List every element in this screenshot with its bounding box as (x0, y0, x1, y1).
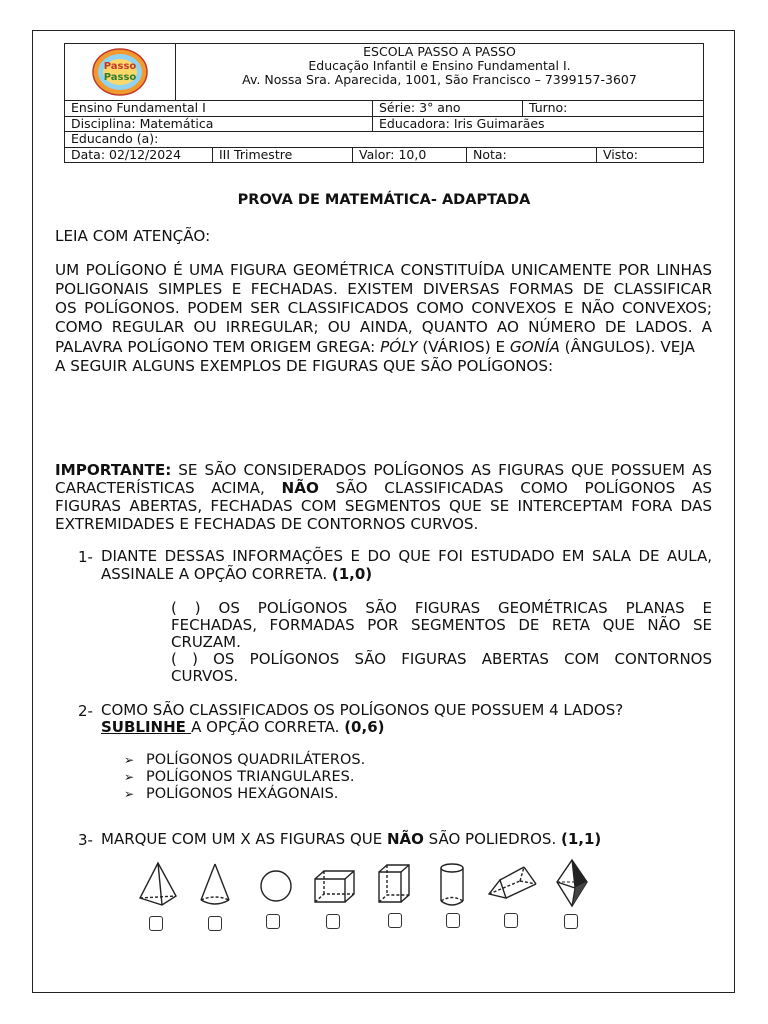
important-text: SE SÃO CONSIDERADOS POLÍGONOS AS FIGURAS QUE POSSUEM AS (171, 461, 712, 479)
option-text: ( ) OS POLÍGONOS SÃO FIGURAS GEOMÉTRICAS PLANAS E (171, 599, 712, 617)
trimestre-field: III Trimestre (212, 148, 352, 163)
paragraph-italic: PÓLY (380, 338, 418, 356)
visto-field[interactable]: Visto: (596, 148, 703, 163)
turno-field[interactable]: Turno: (522, 101, 703, 116)
logo-text-bottom: Passo (103, 72, 137, 83)
question-text: DIANTE DESSAS INFORMAÇÕES E DO QUE FOI ESTUDADO EM SALA DE AULA, (101, 547, 712, 565)
important-label: IMPORTANTE: (55, 461, 172, 479)
octahedron-icon (553, 858, 591, 908)
cylinder-icon (437, 862, 467, 908)
checkbox-sphere[interactable] (266, 914, 280, 929)
option-text: POLÍGONOS TRIANGULARES. (146, 769, 355, 785)
important-bold: NÃO (281, 479, 319, 497)
cube-icon (375, 862, 413, 906)
q2-option-3[interactable] (124, 786, 338, 803)
checkbox-cube[interactable] (388, 913, 402, 928)
school-name: ESCOLA PASSO A PASSO (363, 44, 516, 59)
checkbox-octahedron[interactable] (564, 914, 578, 929)
question-text-part: MARQUE COM UM X AS FIGURAS QUE (101, 830, 387, 848)
underline-word: SUBLINHE (101, 718, 192, 736)
q2-option-1[interactable] (124, 752, 365, 769)
paragraph-italic: GONÍA (509, 338, 560, 356)
paragraph-text: PALAVRA POLÍGONO TEM ORIGEM GREGA: (55, 338, 381, 356)
rectangular-prism-icon (312, 868, 358, 906)
question-points: (1,1) (561, 830, 602, 848)
level-field: Ensino Fundamental I (71, 101, 206, 115)
arrow-bullet-icon: ➢ (124, 770, 135, 784)
checkbox-triangular-prism[interactable] (504, 913, 518, 928)
checkbox-cone[interactable] (208, 916, 222, 931)
option-text: FECHADAS, FORMADAS POR SEGMENTOS DE RETA QUE NÃO SE (171, 616, 712, 634)
paragraph-text: (VÁRIOS) E (417, 338, 510, 356)
important-line (55, 479, 712, 498)
paragraph-line: OS POLÍGONOS. PODEM SER CLASSIFICADOS COMO CONVEXOS E NÃO CONVEXOS; (55, 299, 712, 317)
disciplina-field: Disciplina: Matemática (71, 116, 214, 131)
paragraph-text: (ÂNGULOS). VEJA (559, 338, 695, 356)
question-text-part: ASSINALE A OPÇÃO CORRETA. (101, 565, 332, 583)
question-number: 2- (78, 702, 93, 720)
valor-field: Valor: 10,0 (352, 148, 466, 163)
date-field: Data: 02/12/2024 (71, 147, 182, 162)
option-text: CURVOS. (171, 667, 239, 685)
paragraph-line (55, 338, 712, 357)
question-points: (1,0) (331, 565, 373, 583)
question-bold: NÃO (386, 830, 424, 848)
important-text: CARACTERÍSTICAS ACIMA, (55, 479, 282, 497)
school-logo (65, 44, 176, 100)
option-text: CRUZAM. (171, 633, 241, 651)
arrow-bullet-icon: ➢ (124, 753, 135, 767)
pyramid-icon (136, 860, 180, 908)
option-text: POLÍGONOS QUADRILÁTEROS. (146, 752, 366, 768)
paragraph-line: COMO REGULAR OU IRREGULAR; OU AINDA, QUANTO AO NÚMERO DE LADOS. A (55, 318, 712, 336)
important-line: FIGURAS ABERTAS, FECHADAS COM SEGMENTOS QUE SE INTERCEPTAM FORA DAS (55, 497, 712, 515)
header-table (64, 43, 704, 163)
school-address: Av. Nossa Sra. Aparecida, 1001, São Francisco – 7399157-3607 (242, 72, 637, 87)
question-number: 1- (78, 548, 93, 566)
option-text: ( ) OS POLÍGONOS SÃO FIGURAS ABERTAS COM CONTORNOS (171, 650, 712, 668)
important-text: SÃO CLASSIFICADAS COMO POLÍGONOS AS (318, 479, 712, 497)
educando-field[interactable]: Educando (a): (71, 132, 159, 146)
question-text (101, 831, 601, 848)
page-title: PROVA DE MATEMÁTICA- ADAPTADA (237, 192, 531, 208)
serie-field: Série: 3° ano (372, 101, 522, 116)
arrow-bullet-icon: ➢ (124, 787, 135, 801)
checkbox-pyramid[interactable] (149, 916, 163, 931)
paragraph-line: UM POLÍGONO É UMA FIGURA GEOMÉTRICA CONSTITUÍDA UNICAMENTE POR LINHAS (55, 261, 712, 279)
logo-text-top: Passo (103, 61, 137, 72)
triangular-prism-icon (486, 864, 540, 904)
paragraph-line: POLIGONAIS SIMPLES E FECHADAS. EXISTEM DIVERSAS FORMAS DE CLASSIFICAR (55, 280, 712, 298)
question-text: COMO SÃO CLASSIFICADOS OS POLÍGONOS QUE POSSUEM 4 LADOS? (101, 701, 624, 719)
question-text (101, 566, 372, 583)
paragraph-line: A SEGUIR ALGUNS EXEMPLOS DE FIGURAS QUE SÃO POLÍGONOS: (55, 357, 554, 375)
nota-field[interactable]: Nota: (466, 148, 596, 163)
cone-icon (198, 862, 232, 908)
checkbox-rectangular-prism[interactable] (326, 914, 340, 929)
question-number: 3- (78, 831, 93, 849)
question-text (101, 719, 385, 736)
q2-option-2[interactable] (124, 769, 354, 786)
important-line: EXTREMIDADES E FECHADAS DE CONTORNOS CURVOS. (55, 515, 479, 533)
question-text-part: A OPÇÃO CORRETA. (191, 718, 345, 736)
intro-label: LEIA COM ATENÇÃO: (55, 227, 211, 245)
sphere-icon (258, 868, 294, 904)
logo-icon (91, 47, 149, 97)
educadora-field: Educadora: Iris Guimarães (372, 117, 703, 132)
question-points: (0,6) (344, 718, 385, 736)
question-text-part: SÃO POLIEDROS. (423, 830, 561, 848)
option-text: POLÍGONOS HEXÁGONAIS. (146, 786, 339, 802)
important-line (55, 461, 712, 480)
checkbox-cylinder[interactable] (446, 913, 460, 928)
school-subtitle: Educação Infantil e Ensino Fundamental I. (308, 58, 571, 73)
